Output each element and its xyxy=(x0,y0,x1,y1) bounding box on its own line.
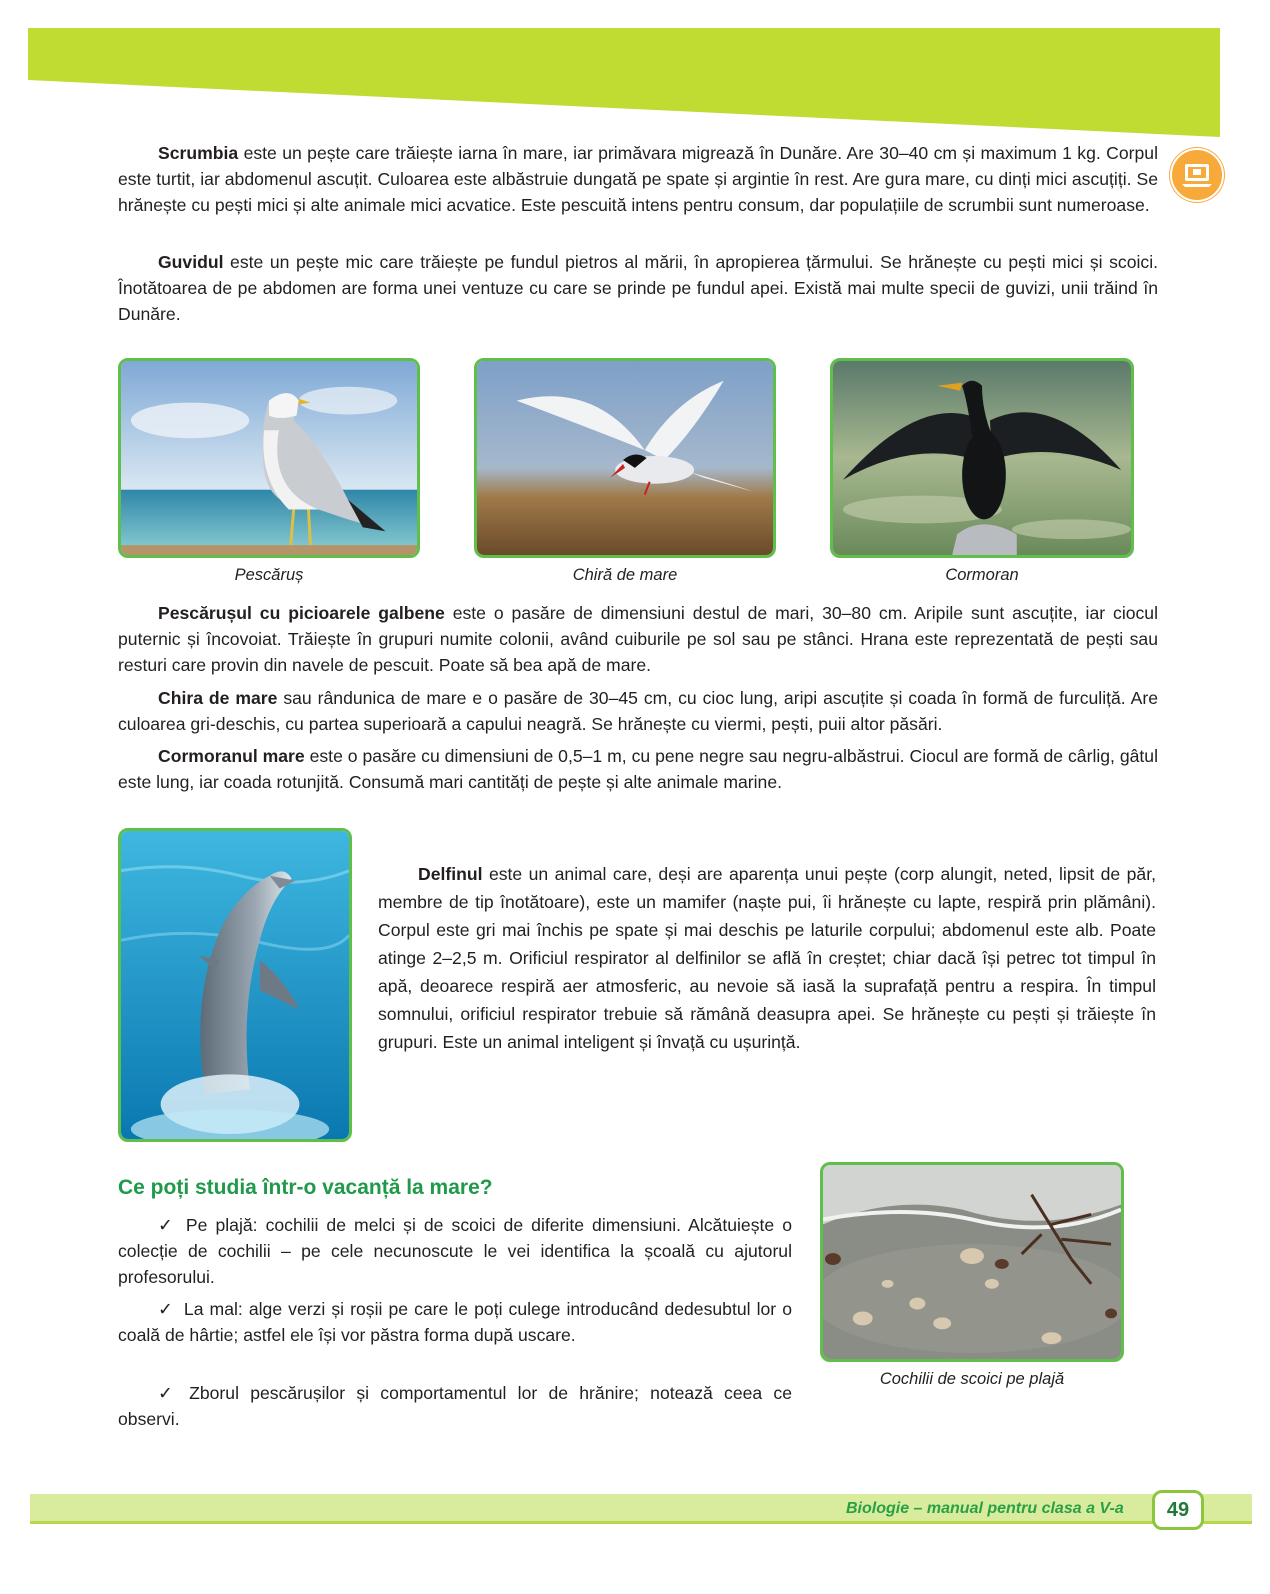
caption-pescarus: Pescăruș xyxy=(234,566,304,584)
paragraph-scrumbia xyxy=(118,140,1158,218)
list-item-text: Zborul pescărușilor și comportamentul lor de hrănire; notează ceea ce observi. xyxy=(118,1383,792,1429)
term-scrumbia: Scrumbia xyxy=(158,143,239,163)
list-item xyxy=(118,1296,792,1348)
term-chira: Chira de mare xyxy=(158,688,278,708)
computer-icon[interactable] xyxy=(1170,148,1224,202)
check-icon: ✓ xyxy=(158,1299,174,1319)
page-number: 49 xyxy=(1152,1490,1204,1530)
list-item-text: La mal: alge verzi și roșii pe care le poți culege introducând dedesubtul lor o coală de hârtie; astfel ele își vor păstra forma după uscare. xyxy=(118,1299,792,1345)
text-guvidul: este un pește mic care trăiește pe fundul pietros al mării, în apropierea țărmului. Se hrănește cu pești mici și scoici. Înotătoarea de pe abdomen are forma unei ventuze cu care se prinde pe fundul apei. Există mai multe specii de guvizi, unii trăind în Dunăre. xyxy=(118,252,1158,324)
paragraph-delfinul xyxy=(378,860,1156,1056)
text-scrumbia: este un pește care trăiește iarna în mare, iar primăvara migrează în Dunăre. Are 30–40 cm și maximum 1 kg. Corpul este turtit, iar abdomenul ascuțit. Culoarea este albăstruie dungată pe spate și argintie în rest. Are gura mare, cu dinți mici ascuțiți. Se hrănește cu pești mici și alte animale mici acvatice. Este pescuită intens pentru consum, dar populațiile de scrumbii sunt numeroase. xyxy=(118,143,1158,215)
text-cormoran: este o pasăre cu dimensiuni de 0,5–1 m, cu pene negre sau negru-albăstrui. Ciocul are formă de cârlig, gâtul este lung, iar coada rotunjită. Consumă mari cantități de pește și alte animale marine. xyxy=(118,746,1158,792)
list-item xyxy=(118,1380,792,1432)
term-cormoran: Cormoranul mare xyxy=(158,746,305,766)
paragraph-cormoran xyxy=(118,743,1158,795)
paragraph-guvidul xyxy=(118,249,1158,327)
term-delfinul: Delfinul xyxy=(418,864,483,884)
photo-cochilii xyxy=(820,1162,1124,1362)
term-pescarus: Pescărușul cu picioarele galbene xyxy=(158,603,445,623)
list-item-text: Pe plajă: cochilii de melci și de scoici de diferite dimensiuni. Alcătuiește o colecție de cochilii – pe cele necunoscute le vei identifica la școală cu ajutorul profesorului. xyxy=(118,1215,792,1287)
photo-delfin xyxy=(118,828,352,1142)
text-delfinul: este un animal care, deși are aparența unui pește (corp alungit, neted, lipsit de păr, membre de tip înotătoare), este un mamifer (naște pui, îi hrănește cu lapte, respiră prin plămâni). Corpul este gri mai închis pe spate și mai deschis pe laturile corpului; abdomenul este alb. Poate atinge 2–2,5 m. Orificiul respirator al delfinilor se află în creștet; chiar dacă își petrec tot timpul în apă, deoarece respiră aer atmosferic, au nevoie să iasă la suprafață pentru a respira. În timpul somnului, orificiul respirator trebuie să rămână deasupra apei. Se hrănește cu pești și trăiește în grupuri. Este un animal inteligent și învață cu ușurință. xyxy=(378,864,1156,1052)
caption-chira-de-mare: Chiră de mare xyxy=(572,566,678,584)
photo-pescarus xyxy=(118,358,420,558)
term-guvidul: Guvidul xyxy=(158,252,224,272)
footer-book-title: Biologie – manual pentru clasa a V-a xyxy=(846,1500,1124,1517)
check-icon: ✓ xyxy=(158,1215,176,1235)
check-icon: ✓ xyxy=(158,1383,180,1403)
paragraph-pescarus xyxy=(118,600,1158,678)
photo-chira-de-mare xyxy=(474,358,776,558)
caption-cormoran: Cormoran xyxy=(945,566,1019,584)
photo-cormoran xyxy=(830,358,1134,558)
list-item xyxy=(118,1212,792,1290)
text-pescarus: este o pasăre de dimensiuni destul de mari, 30–80 cm. Aripile sunt ascuțite, iar ciocul puternic și încovoiat. Trăiește în grupuri numite colonii, având cuiburile pe sol sau pe stânci. Hrana este reprezentată de pești sau resturi care provin din navele de pescuit. Poate să bea apă de mare. xyxy=(118,603,1159,675)
header-banner xyxy=(0,0,1270,150)
caption-cochilii: Cochilii de scoici pe plajă xyxy=(879,1370,1065,1388)
text-chira: sau rândunica de mare e o pasăre de 30–45 cm, cu cioc lung, aripi ascuțite și coada în formă de furculiță. Are culoarea gri-deschis, cu partea superioară a capului neagră. Se hrănește cu viermi, pești, puii altor păsări. xyxy=(118,688,1158,734)
paragraph-chira xyxy=(118,685,1158,737)
section-title: Ce poți studia într-o vacanță la mare? xyxy=(118,1176,493,1199)
